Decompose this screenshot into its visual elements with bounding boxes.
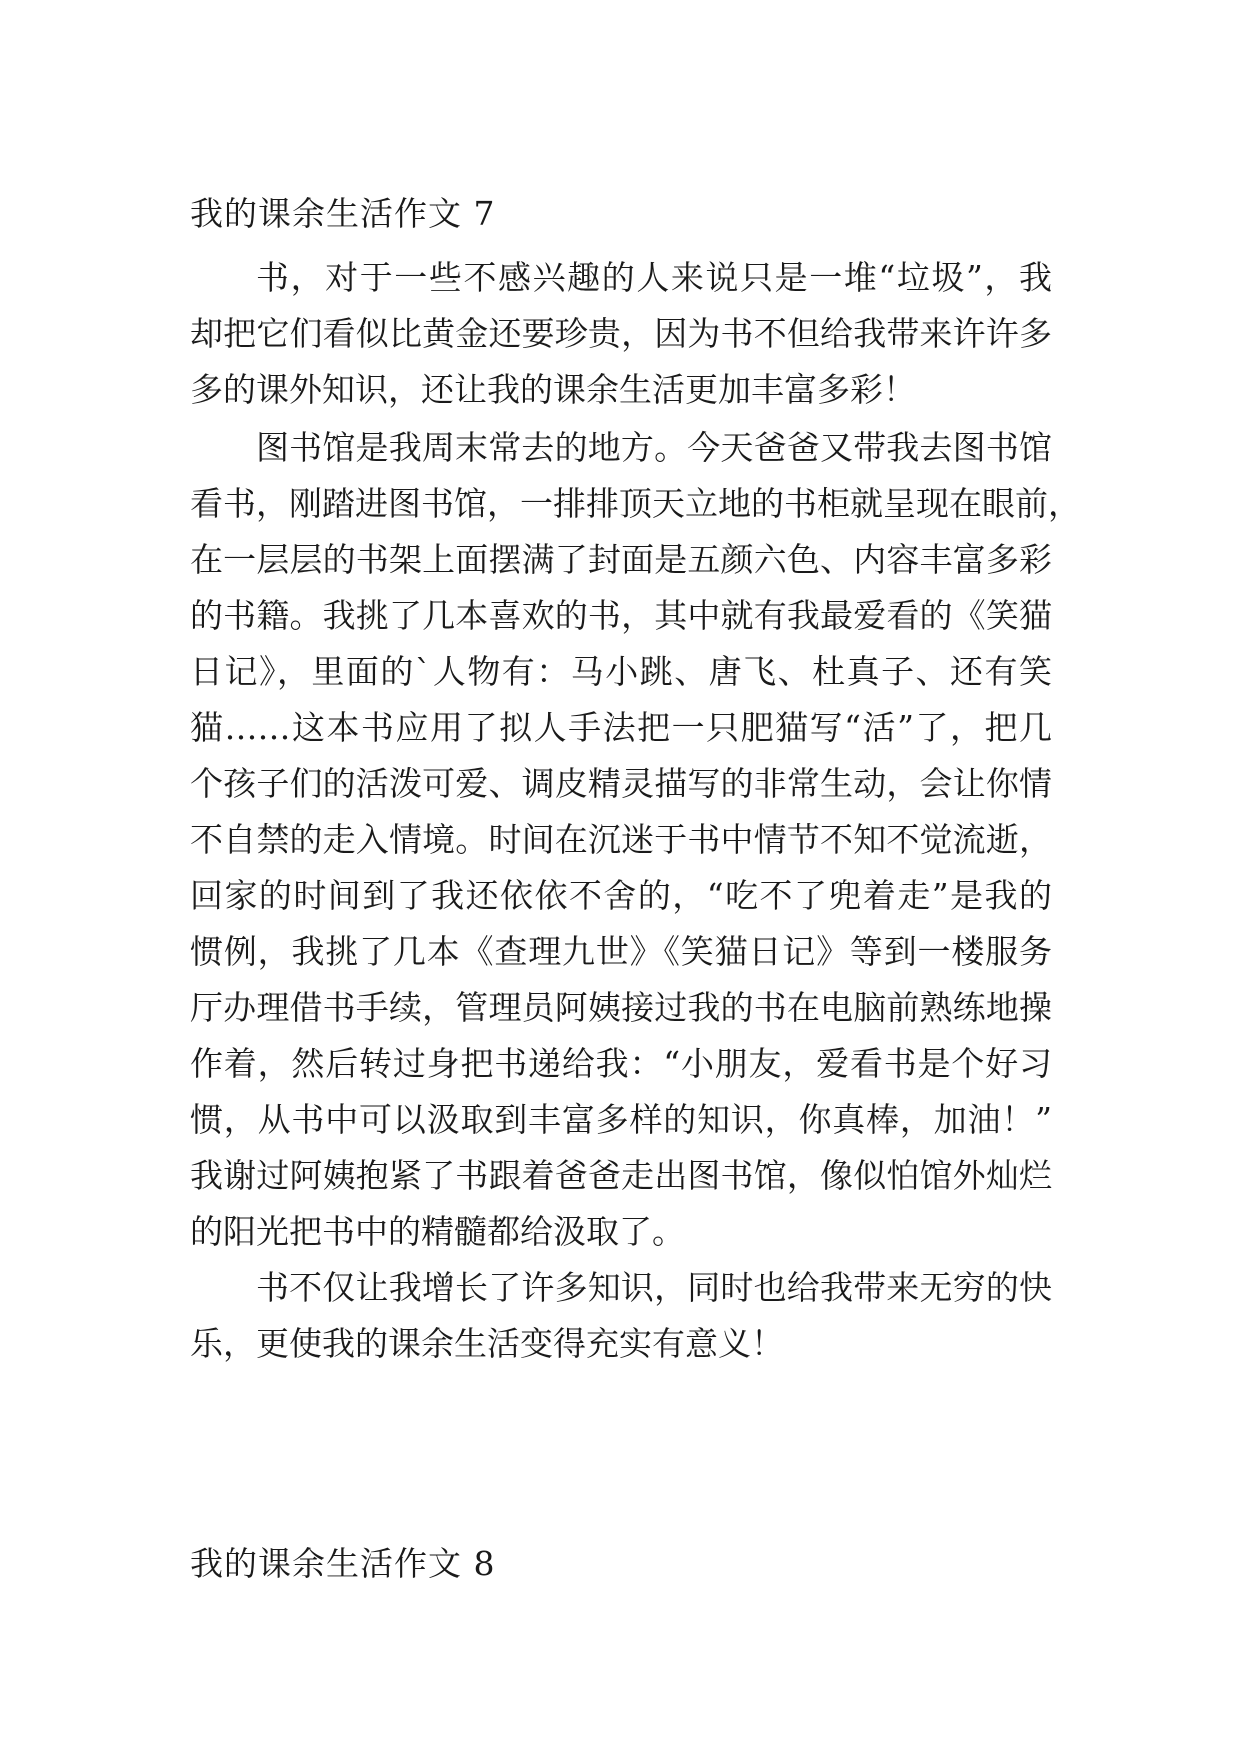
essay-7-title: 我的课余生活作文 7 xyxy=(190,194,496,233)
paragraph-line: 图书馆是我周末常去的地方。今天爸爸又带我去图书馆 xyxy=(256,428,1052,467)
paragraph-line: 看书，刚踏进图书馆，一排排顶天立地的书柜就呈现在眼前， xyxy=(190,484,1081,523)
paragraph-line: 猫……这本书应用了拟人手法把一只肥猫写“活”了，把几 xyxy=(190,708,1052,747)
paragraph-line: 个孩子们的活泼可爱、调皮精灵描写的非常生动，会让你情 xyxy=(190,764,1052,803)
paragraph-line: 在一层层的书架上面摆满了封面是五颜六色、内容丰富多彩 xyxy=(190,540,1052,579)
paragraph-line: 日记》，里面的`人物有：马小跳、唐飞、杜真子、还有笑 xyxy=(190,652,1052,691)
paragraph-line: 不自禁的走入情境。时间在沉迷于书中情节不知不觉流逝， xyxy=(190,820,1052,859)
paragraph-line: 惯例，我挑了几本《查理九世》《笑猫日记》等到一楼服务 xyxy=(190,932,1052,971)
paragraph-line: 却把它们看似比黄金还要珍贵，因为书不但给我带来许许多 xyxy=(190,314,1052,353)
paragraph-line: 多的课外知识，还让我的课余生活更加丰富多彩！ xyxy=(190,370,916,409)
essay-8-title: 我的课余生活作文 8 xyxy=(190,1544,496,1583)
paragraph-line: 厅办理借书手续，管理员阿姨接过我的书在电脑前熟练地操 xyxy=(190,988,1052,1027)
paragraph-line: 乐，更使我的课余生活变得充实有意义！ xyxy=(190,1324,784,1363)
paragraph-line: 的书籍。我挑了几本喜欢的书，其中就有我最爱看的《笑猫 xyxy=(190,596,1052,635)
paragraph-line: 回家的时间到了我还依依不舍的，“吃不了兜着走”是我的 xyxy=(190,876,1052,915)
paragraph-line: 的阳光把书中的精髓都给汲取了。 xyxy=(190,1212,685,1251)
paragraph-line: 书不仅让我增长了许多知识，同时也给我带来无穷的快 xyxy=(256,1268,1052,1307)
paragraph-line: 书，对于一些不感兴趣的人来说只是一堆“垃圾”，我 xyxy=(256,258,1052,297)
paragraph-line: 作着，然后转过身把书递给我：“小朋友，爱看书是个好习 xyxy=(190,1044,1052,1083)
paragraph-line: 我谢过阿姨抱紧了书跟着爸爸走出图书馆，像似怕馆外灿烂 xyxy=(190,1156,1052,1195)
paragraph-line: 惯，从书中可以汲取到丰富多样的知识，你真棒，加油！” xyxy=(190,1100,1052,1139)
